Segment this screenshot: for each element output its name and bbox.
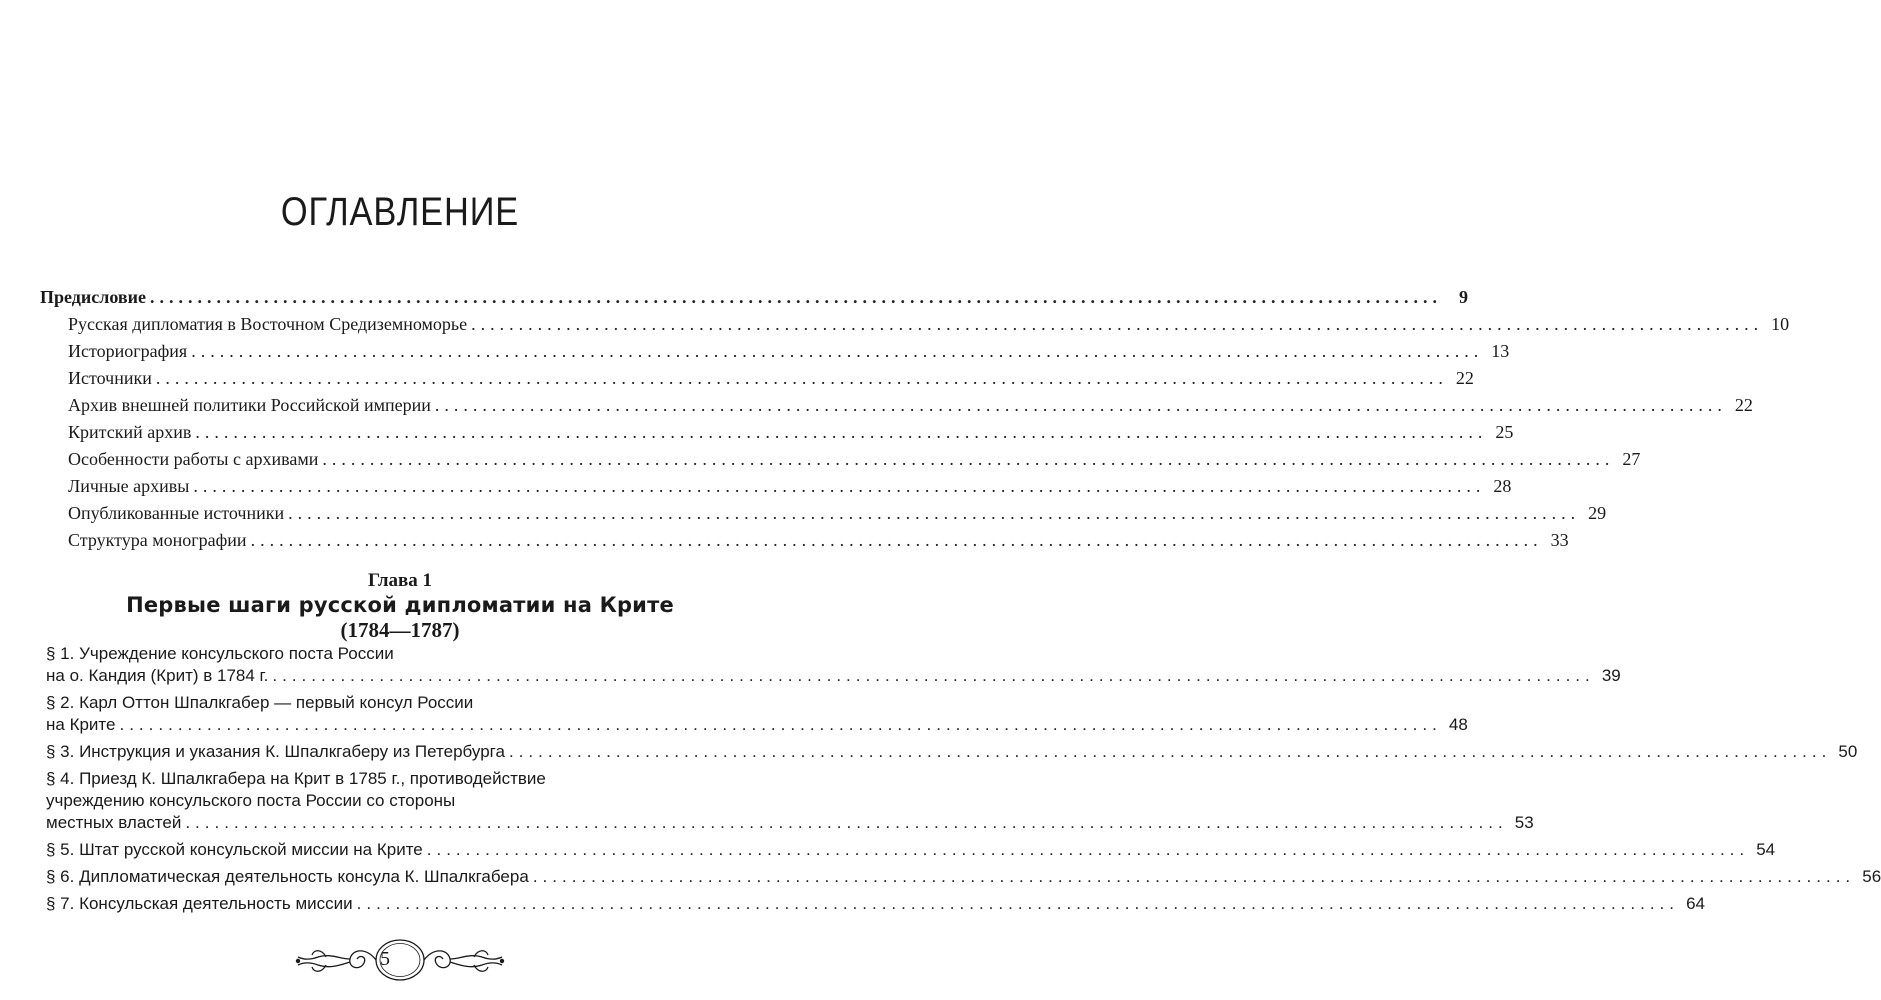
toc-entry-title: Личные архивы: [68, 476, 190, 496]
leader-dots: ........................................................................................................................................: [508, 742, 1832, 761]
toc-page-number: 25: [1495, 422, 1514, 442]
leader-dots: ........................................................................................................................................: [155, 368, 1448, 388]
chapter-title: Первые шаги русской дипломатии на Крите: [126, 593, 674, 617]
toc-entry-section-4[interactable]: [46, 812, 1534, 834]
leader-dots: ........................................................................................................................................: [119, 715, 1442, 734]
toc-entry-preface[interactable]: [40, 286, 1468, 308]
leader-dots: ........................................................................................................................................: [288, 503, 1581, 523]
toc-entry-title: § 5. Штат русской консульской миссии на Крите: [46, 840, 423, 859]
chapter-number: Глава 1: [367, 570, 433, 591]
leader-dots: ........................................................................................................................................: [185, 813, 1508, 832]
toc-entry-title: § 6. Дипломатическая деятельность консула К. Шпалкгабера: [46, 867, 529, 886]
toc-entry-title: Особенности работы с архивами: [68, 449, 319, 469]
toc-entry[interactable]: [68, 475, 1512, 497]
toc-page-number: 28: [1493, 476, 1512, 496]
section-line: § 4. Приезд К. Шпалкгабера на Крит в 1785 г., противодействие: [46, 769, 546, 788]
toc-entry-section-6[interactable]: [46, 866, 1881, 888]
toc-entry-section-5[interactable]: [46, 839, 1776, 861]
toc-page-number: 27: [1622, 449, 1641, 469]
toc-page-number: 50: [1838, 742, 1858, 761]
toc-entry[interactable]: [68, 421, 1514, 443]
toc-entry-title: Предисловие: [40, 287, 146, 307]
leader-dots: ........................................................................................................................................: [322, 449, 1615, 469]
leader-dots: ........................................................................................................................................: [356, 894, 1680, 913]
toc-page-number: 22: [1734, 395, 1753, 415]
ornament-flourish-icon: [290, 935, 510, 985]
toc-entry-title: § 7. Консульская деятельность миссии: [46, 894, 353, 913]
toc-page-number: 9: [1458, 287, 1468, 307]
toc-entry-title: Источники: [68, 368, 152, 388]
leader-dots: ........................................................................................................................................: [434, 395, 1727, 415]
page-number: 5: [380, 948, 390, 970]
toc-entry-title: Опубликованные источники: [68, 503, 285, 523]
toc-entry-section-3[interactable]: [46, 741, 1858, 763]
leader-dots: ........................................................................................................................................: [471, 314, 1764, 334]
section-line: § 1. Учреждение консульского поста России: [46, 644, 394, 663]
toc-entry-title: местных властей: [46, 813, 182, 832]
toc-page-number: 22: [1455, 368, 1474, 388]
chapter-years: (1784—1787): [340, 618, 460, 642]
leader-dots: ........................................................................................................................................: [272, 666, 1595, 685]
toc-entry-title: Архив внешней политики Российской империи: [68, 395, 431, 415]
leader-dots: ........................................................................................................................................: [191, 341, 1484, 361]
toc-entry[interactable]: [68, 448, 1641, 470]
leader-dots: ........................................................................................................................................: [426, 840, 1750, 859]
toc-page-number: 29: [1588, 503, 1607, 523]
toc-entry[interactable]: [68, 502, 1607, 524]
toc-entry[interactable]: [68, 340, 1510, 362]
toc-page-number: 48: [1448, 715, 1468, 734]
toc-entry-title: Критский архив: [68, 422, 192, 442]
toc-page-number: 10: [1771, 314, 1790, 334]
toc-page-number: 13: [1491, 341, 1510, 361]
toc-entry-title: на о. Кандия (Крит) в 1784 г.: [46, 666, 269, 685]
leader-dots: ........................................................................................................................................: [250, 530, 1543, 550]
toc-entry-section-1[interactable]: [46, 665, 1621, 687]
toc-entry[interactable]: [68, 313, 1790, 335]
toc-entry-title: § 3. Инструкция и указания К. Шпалкгаберу из Петербурга: [46, 742, 505, 761]
leader-dots: ........................................................................................................................................: [532, 867, 1856, 886]
section-line: учреждению консульского поста России со стороны: [46, 791, 456, 810]
section-line: § 2. Карл Оттон Шпалкгабер — первый консул России: [46, 693, 474, 712]
toc-entry-title: Структура монографии: [68, 530, 247, 550]
toc-entry-title: Русская дипломатия в Восточном Средиземноморье: [68, 314, 468, 334]
toc-entry[interactable]: [68, 367, 1474, 389]
toc-page-number: 53: [1514, 813, 1534, 832]
toc-page-number: 39: [1601, 666, 1621, 685]
toc-entry-title: на Крите: [46, 715, 116, 734]
toc-page-number: 64: [1686, 894, 1706, 913]
toc-page-number: 33: [1550, 530, 1569, 550]
toc-entry-section-2[interactable]: [46, 714, 1468, 736]
toc-page-number: 56: [1862, 867, 1881, 886]
page-title: ОГЛАВЛЕНИЕ: [280, 190, 520, 234]
toc-page-number: 54: [1756, 840, 1776, 859]
leader-dots: ........................................................................................................................................: [195, 422, 1488, 442]
toc-entry-title: Историография: [68, 341, 188, 361]
toc-entry[interactable]: [68, 394, 1753, 416]
leader-dots: ........................................................................................................................................: [149, 287, 1442, 307]
toc-entry-section-7[interactable]: [46, 893, 1706, 915]
toc-entry[interactable]: [68, 529, 1569, 551]
leader-dots: ........................................................................................................................................: [193, 476, 1486, 496]
